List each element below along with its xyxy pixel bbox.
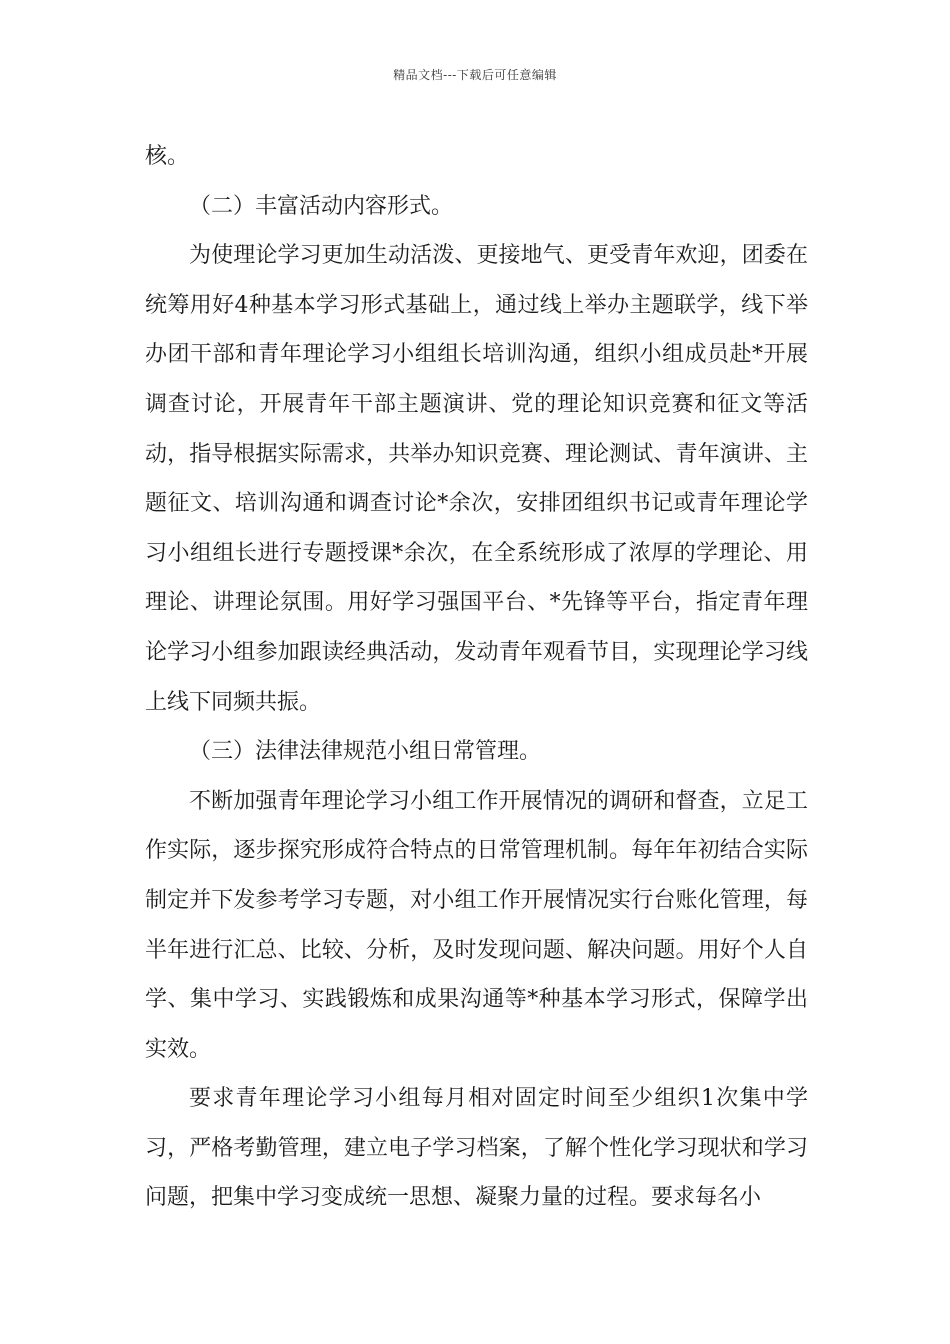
paragraph-5: 不断加强青年理论学习小组工作开展情况的调研和督查，立足工作实际，逐步探究形成符合特点的日常管理机制。每年年初结合实际制定并下发参考学习专题，对小组工作开展情况实行台账化管理，每半年进行汇总、比较、分析，及时发现问题、解决问题。用好个人自学、集中学习、实践锻炼和成果沟通等*种基本学习形式，保障学出实效。 — [145, 788, 808, 1062]
document-body — [145, 132, 808, 1223]
paragraph-6: 要求青年理论学习小组每月相对固定时间至少组织1次集中学习，严格考勤管理，建立电子学习档案，了解个性化学习现状和学习问题，把集中学习变成统一思想、凝聚力量的过程。要求每名小 — [145, 1086, 808, 1211]
page-header: 精品文档---下载后可任意编辑 — [393, 68, 557, 82]
section-heading-2: （二）丰富活动内容形式。 — [189, 193, 454, 219]
paragraph-3: 为使理论学习更加生动活泼、更接地气、更受青年欢迎，团委在统筹用好4种基本学习形式基础上，通过线上举办主题联学，线下举办团干部和青年理论学习小组组长培训沟通，组织小组成员赴*开展调查讨论，开展青年干部主题演讲、党的理论知识竞赛和征文等活动，指导根据实际需求，共举办知识竞赛、理论测试、青年演讲、主题征文、培训沟通和调查讨论*余次，安排团组织书记或青年理论学习小组组长进行专题授课*余次，在全系统形成了浓厚的学理论、用理论、讲理论氛围。用好学习强国平台、*先锋等平台，指定青年理论学习小组参加跟读经典活动，发动青年观看节目，实现理论学习线上线下同频共振。 — [145, 243, 808, 715]
paragraph-1: 核。 — [145, 144, 190, 169]
section-heading-3: （三）法律法律规范小组日常管理。 — [189, 739, 542, 765]
